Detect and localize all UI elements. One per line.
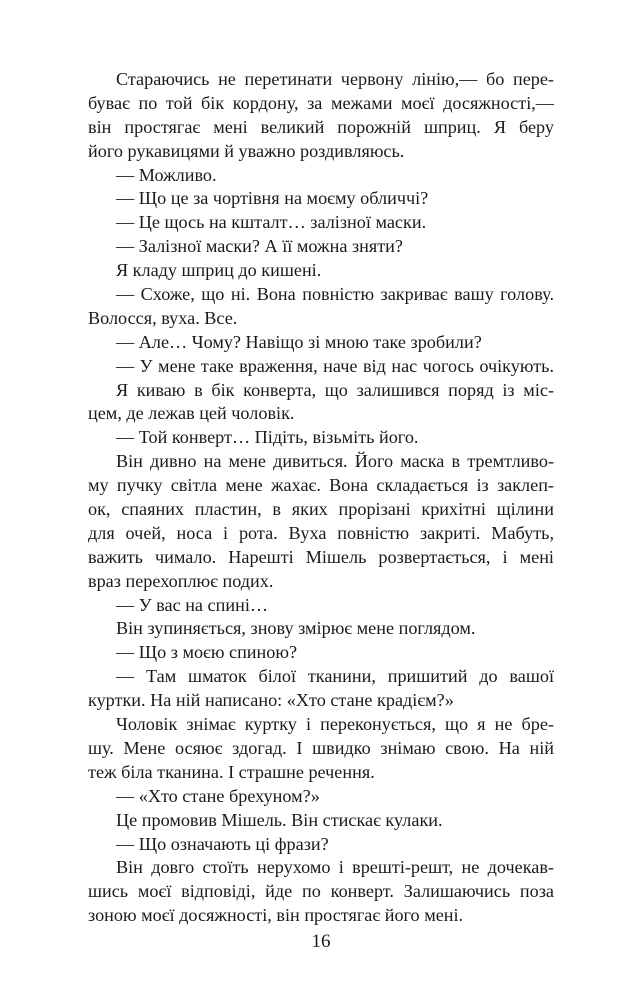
text-line: — Це щось на кшталт… залізної маски.	[116, 212, 427, 233]
text-line: цем, де лежав цей чоловік.	[88, 403, 295, 424]
text-line: Я киваю в бік конверта, що залишився поряд із міс-	[116, 379, 554, 400]
text-line: — Залізної маски? А її можна зняти?	[116, 236, 403, 257]
text-line: ок, спаяних пластин, в яких прорізані крихітні щілини	[88, 499, 554, 520]
page-body	[88, 68, 554, 928]
text-line: Це промовив Мішель. Він стискає кулаки.	[116, 809, 443, 830]
text-line: — Схоже, що ні. Вона повністю закриває вашу голову.	[116, 284, 554, 305]
text-line: — У вас на спині…	[116, 594, 269, 615]
text-line: Я кладу шприц до кишені.	[116, 260, 322, 281]
text-line: шу. Мене осяює здогад. І швидко знімаю свою. На ній	[88, 737, 554, 758]
text-line: му пучку світла мене жахає. Вона складається із заклеп-	[88, 475, 554, 496]
text-line: Стараючись не перетинати червону лінію,— бо пере-	[116, 69, 554, 89]
text-line: — Що це за чортівня на моєму обличчі?	[116, 188, 429, 209]
text-line: Він довго стоїть нерухомо і врешті-решт, не дочекав-	[116, 857, 554, 878]
text-line: — Можливо.	[116, 164, 217, 185]
text-line: — «Хто стане брехуном?»	[116, 785, 320, 806]
page-number: 16	[311, 931, 331, 952]
text-line: буває по той бік кордону, за межами моєї досяжності,—	[88, 92, 554, 113]
text-line: шись моєї відповіді, йде по конверт. Залишаючись поза	[88, 881, 554, 902]
text-line: Чоловік знімає куртку і переконується, що я не бре-	[116, 714, 554, 735]
text-line: для очей, носа і рота. Вуха повністю закриті. Мабуть,	[88, 522, 554, 543]
text-line: — У мене таке враження, наче від нас чогось очікують.	[116, 355, 554, 376]
text-line: — Той конверт… Підіть, візьміть його.	[116, 427, 419, 448]
text-line: він простягає мені великий порожній шприц. Я беру	[88, 116, 554, 137]
text-line: куртки. На ній написано: «Хто стане крадієм?»	[88, 690, 454, 711]
text-line: його рукавицями й уважно роздивляюсь.	[88, 140, 405, 161]
text-line: теж біла тканина. І страшне речення.	[88, 761, 375, 782]
text-line: враз перехоплює подих.	[88, 570, 274, 591]
text-line: — Але… Чому? Навіщо зі мною таке зробили?	[116, 331, 482, 352]
text-line: Він дивно на мене дивиться. Його маска в тремтливо-	[116, 451, 554, 472]
text-line: Волосся, вуха. Все.	[88, 307, 238, 328]
text-line: — Що з моєю спиною?	[116, 642, 298, 663]
text-line: — Що означають ці фрази?	[116, 833, 329, 854]
text-line: — Там шматок білої тканини, пришитий до вашої	[116, 666, 554, 687]
text-line: важить чимало. Нарешті Мішель розвертається, і мені	[88, 546, 554, 567]
text-line: Він зупиняється, знову змірює мене поглядом.	[116, 618, 476, 639]
text-line: зоною моєї досяжності, він простягає його мені.	[88, 905, 464, 926]
